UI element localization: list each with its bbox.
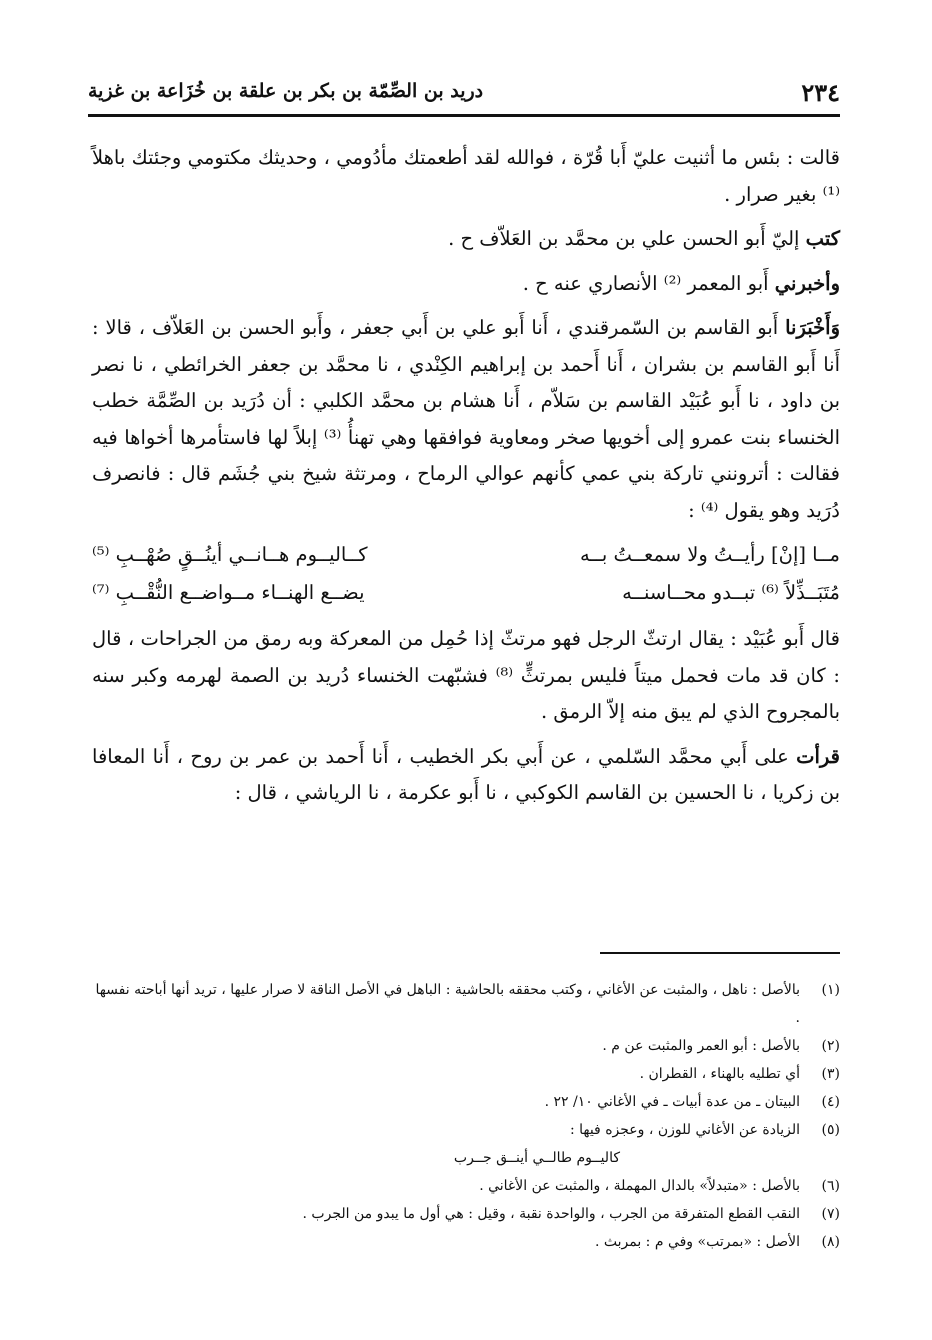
- footnote: (٤) البيتان ـ من عدة أبيات ـ في الأغاني ١٠/ ٢٢ .: [544, 1094, 840, 1110]
- running-title: دريد بن الصِّمّة بن بكر بن علقة بن خُزَاعة بن غزية: [88, 80, 484, 102]
- page-number: ٢٣٤: [801, 78, 840, 107]
- footnote: (٥) الزيادة عن الأغاني للوزن ، وعجزه فيها :: [569, 1122, 840, 1138]
- verse-first-hemistich: مــا [إنْ] رأيــتُ ولا سمعــتُ بــه: [579, 543, 840, 566]
- footnote: (٣) أي تطليه بالهناء ، القطران .: [639, 1066, 840, 1082]
- paragraph: قال أَبو عُبَيْد : يقال ارتثّ الرجل فهو مرتثّ إذا حُمِل من المعركة وبه رمق من الجراحات ، قال : كان قد مات فحمل ميتاً فليس بمرتثٍّ ⁽⁸⁾ فشبّهت الخنساء دُريد بن الصمة لهرمه وكبر سنه بالمجروح الذي لم يبق منه إلاّ الرمق .: [92, 627, 840, 723]
- paragraph: كتب إليّ أَبو الحسن علي بن محمَّد بن العَلاّف ح .: [448, 227, 840, 250]
- page-header: [88, 78, 840, 112]
- paragraph: قرأت على أَبي محمَّد السّلمي ، عن أَبي بكر الخطيب ، أَنا أَحمد بن عمر بن روح ، أَنا المعافا بن زكريا ، نا الحسين بن القاسم الكوكبي ، نا أَبو عكرمة ، نا الرياشي ، قال :: [92, 744, 840, 804]
- footnote: (١) بالأصل : ناهل ، والمثبت عن الأغاني ، وكتب محققه بالحاشية : الباهل في الأصل الناقة لا صرار عليها ، تريد أنها أباحته نفسها .: [95, 982, 840, 1026]
- footnote-verse: كاليــوم طالــي أينــق جــرب: [453, 1150, 620, 1166]
- main-text: [92, 140, 840, 820]
- footnotes: [92, 976, 840, 1256]
- footnote: (٦) بالأصل : «متبدلاً» بالدال المهملة ، والمثبت عن الأغاني .: [479, 1178, 840, 1194]
- verse-second-hemistich: كــاليــوم هــانــي أينُــقٍ صُهْــبِ ⁽⁵⁾: [92, 543, 368, 566]
- paragraph: قالت : بئس ما أثنيت عليّ أَبا قُرّة ، فوالله لقد أطعمتك مأدُومي ، وحديثك مكتومي وجئتك باهلاً ⁽¹⁾ بغير صرار .: [92, 146, 840, 206]
- verse-second-hemistich: يضــع الهنــاء مــواضــع النُّقْــبِ ⁽⁷⁾: [92, 581, 365, 604]
- header-rule: [88, 114, 840, 117]
- paragraph: وأخبرني أَبو المعمر ⁽²⁾ الأنصاري عنه ح .: [522, 271, 840, 295]
- footnote: (٢) بالأصل : أبو العمر والمثبت عن م .: [602, 1038, 840, 1054]
- poem-verse: [92, 575, 840, 611]
- footnote-separator: [600, 952, 840, 954]
- footnote: (٨) الأصل : «بمرتب» وفي م : بمربث .: [594, 1234, 840, 1250]
- footnote: (٧) النقب القطع المتفرقة من الجرب ، والواحدة نقبة ، وقيل : هي أول ما يبدو من الجرب .: [302, 1206, 840, 1222]
- verse-first-hemistich: مُتَبَــذِّلاً ⁽⁶⁾ تبــدو محــاسنــه: [622, 581, 840, 604]
- paragraph: وَأَخْبَرَنا أَبو القاسم بن السّمرقندي ، أَنا أَبو علي بن أَبي جعفر ، وأَبو الحسن بن العَلاّف ، قالا : أَنا أَبو القاسم بن بشران ، أَنا أَحمد بن إبراهيم الكِنْدي ، نا محمَّد بن جعفر الخرائطي ، نا نصر بن داود ، نا أَبو عُبَيْد القاسم بن سَلاّم ، أَنا هشام بن محمَّد الكلبي : أن دُرَيد بن الصِّمَّة خطب الخنساء بنت عمرو إلى أخويها صخر ومعاوية فوافقها وهي تهنأُ ⁽³⁾ إبلاً لها فاستأمرها أخواها فيه فقالت : أترونني تاركة بني عمي كأنهم عوالي الرماح ، ومرتثة شيخ بني جُشَم قال : فانصرف دُرَيد وهو يقول ⁽⁴⁾ :: [92, 316, 840, 522]
- poem-verse: [92, 537, 840, 573]
